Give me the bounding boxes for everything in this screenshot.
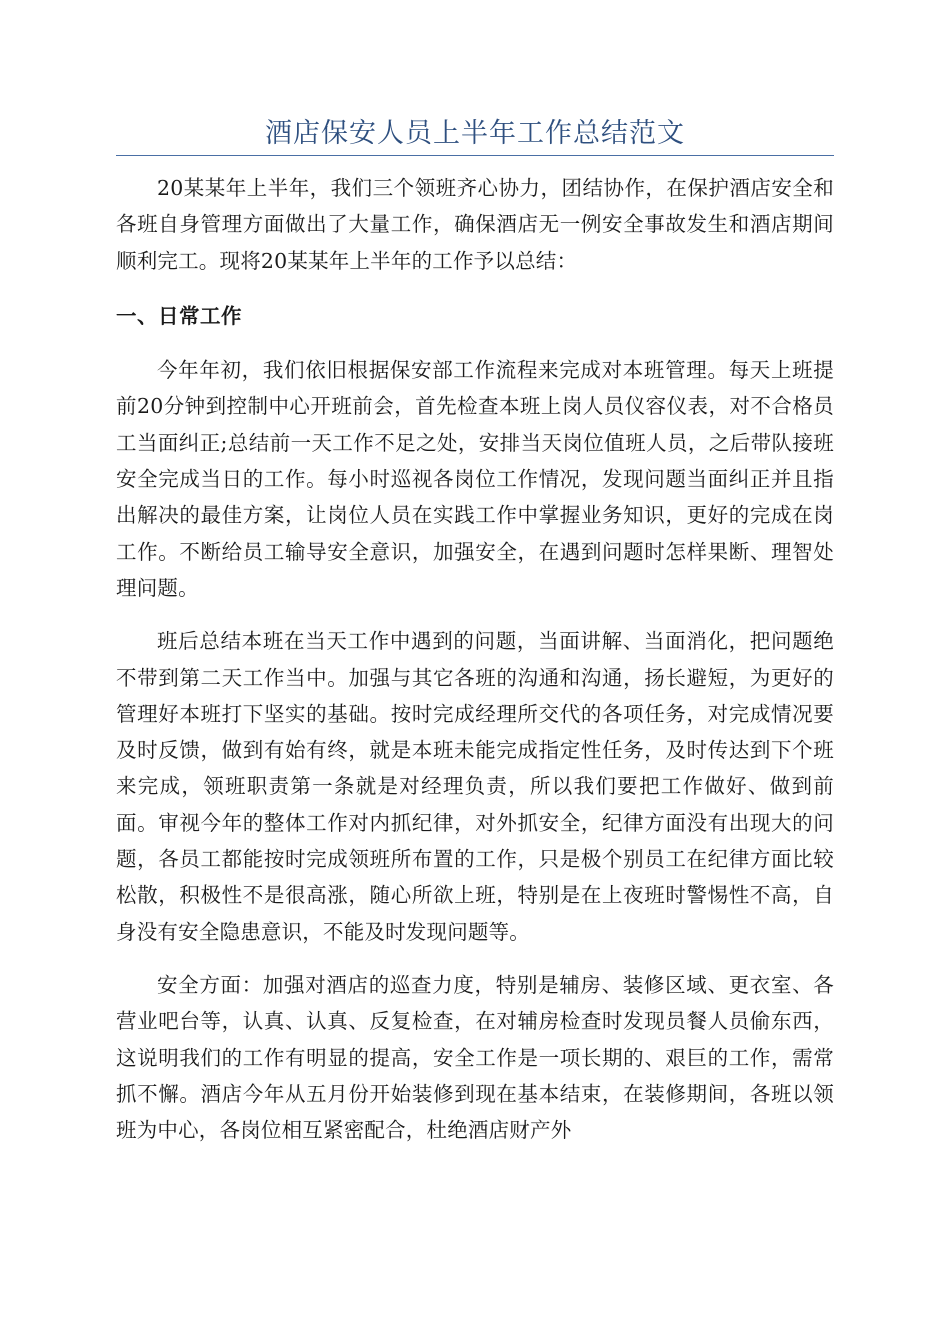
intro-paragraph: 20某某年上半年，我们三个领班齐心协力，团结协作，在保护酒店安全和各班自身管理方面做出了大量工作，确保酒店无一例安全事故发生和酒店期间顺利完工。现将20某某年上半年的工作予以总结： xyxy=(116,176,834,273)
document-title: 酒店保安人员上半年工作总结范文 xyxy=(265,118,685,149)
section-heading: 一、日常工作 xyxy=(116,303,242,328)
document-body xyxy=(116,170,834,1148)
body-paragraph-2: 班后总结本班在当天工作中遇到的问题，当面讲解、当面消化，把问题绝不带到第二天工作当中。加强与其它各班的沟通和沟通，扬长避短，为更好的管理好本班打下坚实的基础。按时完成经理所交代的各项任务，对完成情况要及时反馈，做到有始有终，就是本班未能完成指定性任务，及时传达到下个班来完成，领班职责第一条就是对经理负责，所以我们要把工作做好、做到前面。审视今年的整体工作对内抓纪律，对外抓安全，纪律方面没有出现大的问题，各员工都能按时完成领班所布置的工作，只是极个别员工在纪律方面比较松散，积极性不是很高涨，随心所欲上班，特别是在上夜班时警惕性不高，自身没有安全隐患意识，不能及时发现问题等。 xyxy=(116,629,834,944)
body-paragraph-1: 今年年初，我们依旧根据保安部工作流程来完成对本班管理。每天上班提前20分钟到控制中心开班前会，首先检查本班上岗人员仪容仪表，对不合格员工当面纠正;总结前一天工作不足之处，安排当天岗位值班人员，之后带队接班安全完成当日的工作。每小时巡视各岗位工作情况，发现问题当面纠正并且指出解决的最佳方案，让岗位人员在实践工作中掌握业务知识，更好的完成在岗工作。不断给员工输导安全意识，加强安全，在遇到问题时怎样果断、理智处理问题。 xyxy=(116,358,834,600)
body-paragraph-3: 安全方面：加强对酒店的巡查力度，特别是辅房、装修区域、更衣室、各营业吧台等，认真、认真、反复检查，在对辅房检查时发现员餐人员偷东西，这说明我们的工作有明显的提高，安全工作是一项长期的、艰巨的工作，需常抓不懈。酒店今年从五月份开始装修到现在基本结束，在装修期间，各班以领班为中心，各岗位相互紧密配合，杜绝酒店财产外 xyxy=(116,972,834,1143)
title-underline xyxy=(116,155,834,156)
